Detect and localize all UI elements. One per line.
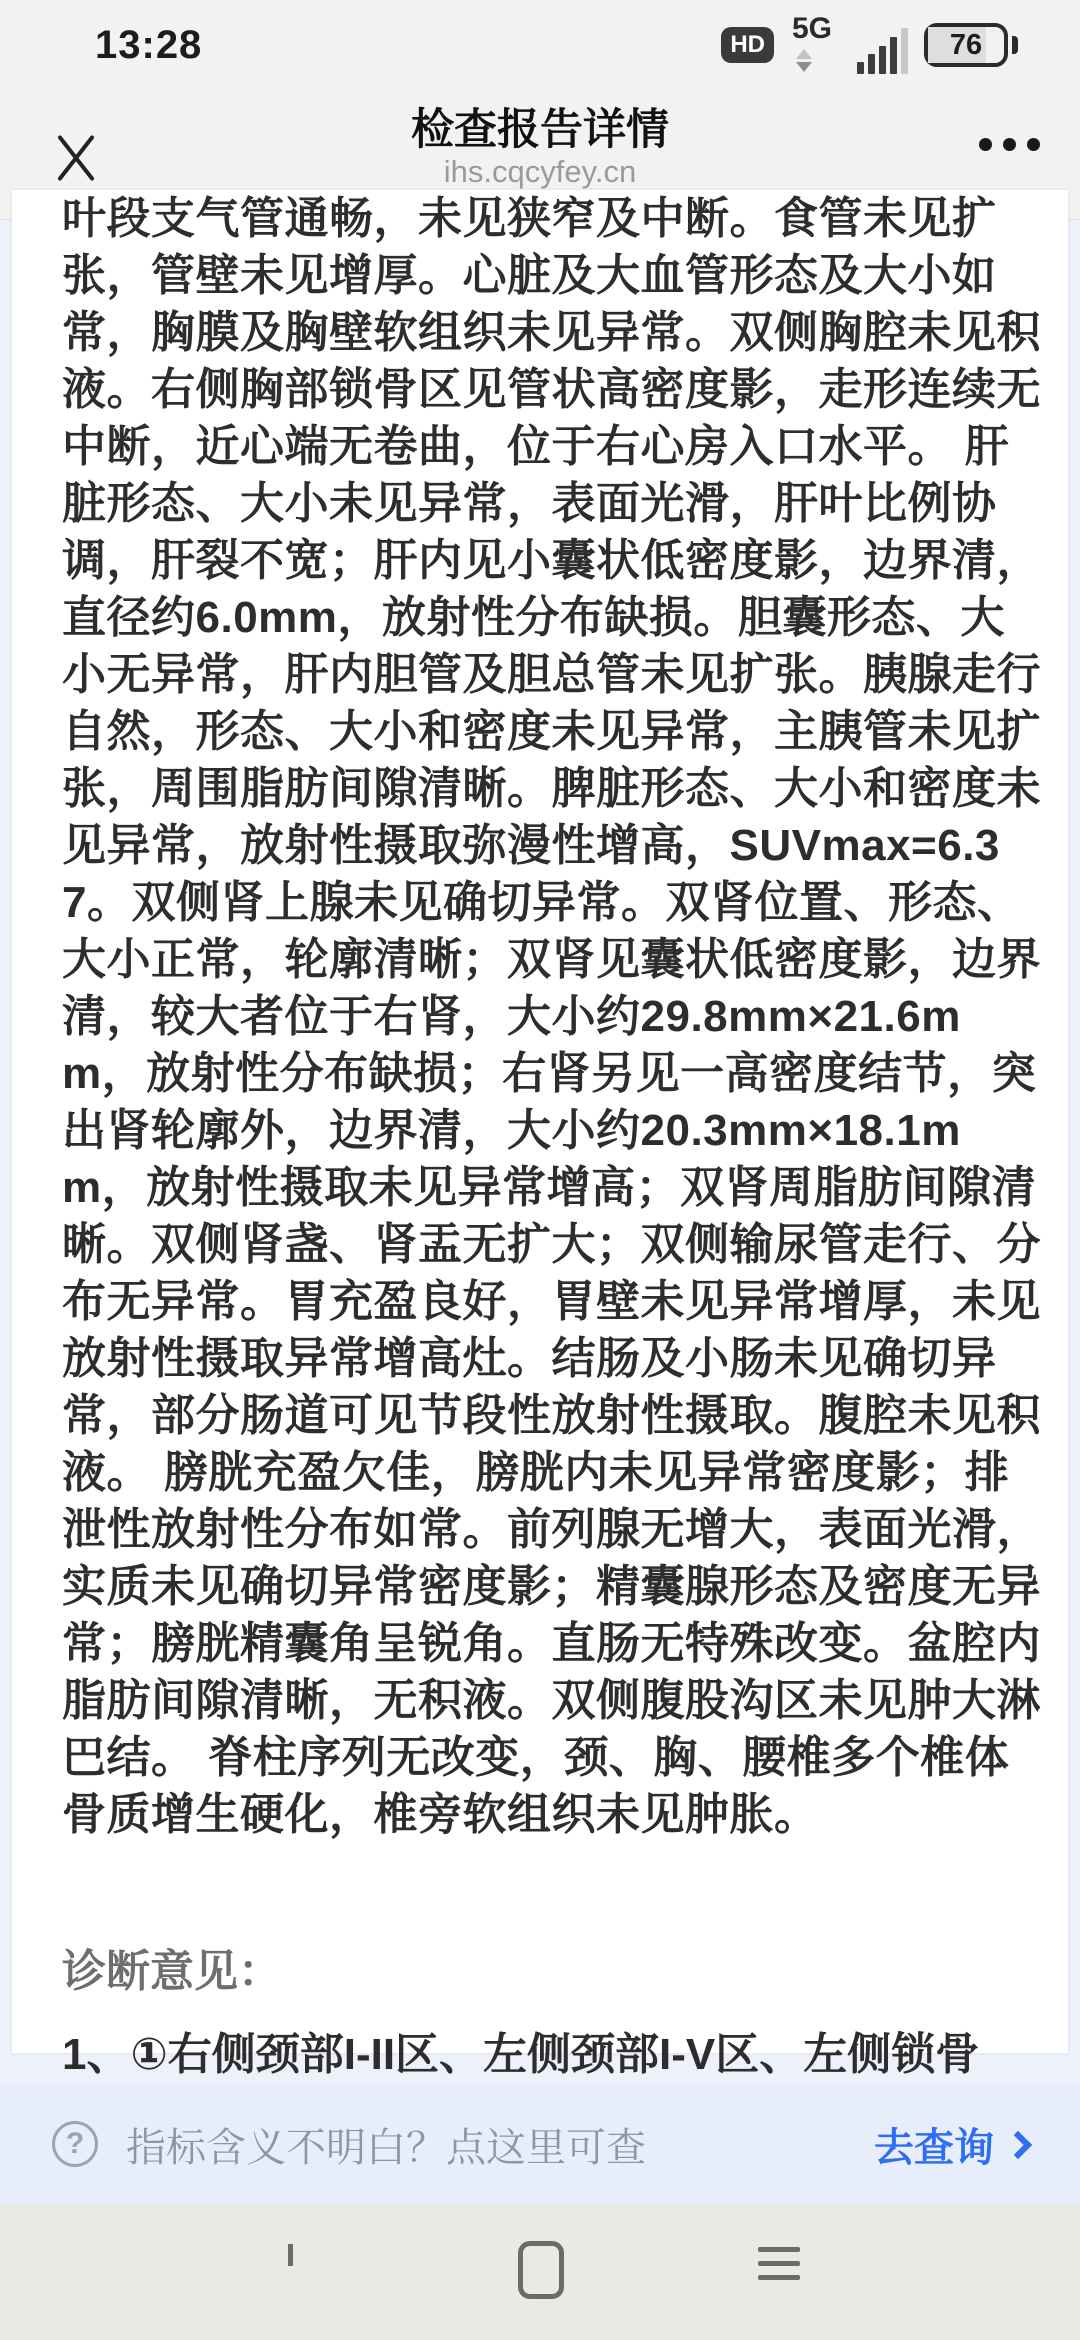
- report-line: 常，胸膜及胸壁软组织未见异常。双侧胸腔未见积: [62, 308, 1041, 357]
- diagnosis-heading: 诊断意见：: [62, 1947, 282, 1996]
- report-line: 实质未见确切异常密度影；精囊腺形态及密度无异: [62, 1562, 1041, 1611]
- report-line: 放射性摄取异常增高灶。结肠及小肠未见确切异: [62, 1334, 997, 1383]
- report-line: 骨质增生硬化，椎旁软组织未见肿胀。: [62, 1790, 819, 1839]
- go-query-label: 去查询: [874, 2125, 994, 2170]
- help-hint-text: 指标含义不明白？点这里可查: [126, 2125, 646, 2170]
- battery-percent: 76: [949, 28, 983, 61]
- report-line: 小无异常，肝内胆管及胆总管未见扩张。胰腺走行: [62, 650, 1041, 699]
- report-scroll-area[interactable]: [0, 194, 1080, 2083]
- diagnosis-line: 1、①右侧颈部I-II区、左侧颈部I-V区、左侧锁骨: [62, 2030, 980, 2079]
- report-line: 脏形态、大小未见异常，表面光滑，肝叶比例协: [62, 479, 997, 528]
- report-line: 巴结。 脊柱序列无改变，颈、胸、腰椎多个椎体: [62, 1733, 1010, 1782]
- report-line: 液。 膀胱充盈欠佳，膀胱内未见异常密度影；排: [62, 1448, 1010, 1497]
- report-line: 液。右侧胸部锁骨区见管状高密度影，走形连续无: [62, 365, 1041, 414]
- report-line: 布无异常。胃充盈良好，胃壁未见异常增厚，未见: [62, 1277, 1041, 1326]
- report-line: 自然，形态、大小和密度未见异常，主胰管未见扩: [62, 707, 1041, 756]
- report-line: 中断，近心端无卷曲，位于右心房入口水平。 肝: [62, 422, 1010, 471]
- page-title: 检查报告详情: [411, 106, 669, 154]
- go-query-button[interactable]: [874, 2116, 1028, 2173]
- nav-recents-icon[interactable]: [758, 2247, 800, 2280]
- data-arrows-icon: [796, 49, 812, 72]
- question-circle-icon: ?: [52, 2121, 98, 2167]
- report-line: 晰。双侧肾盏、肾盂无扩大；双侧输尿管走行、分: [62, 1220, 1041, 1269]
- nav-home-icon[interactable]: [518, 2241, 564, 2299]
- report-line: 调，肝裂不宽；肝内见小囊状低密度影，边界清，: [62, 536, 1041, 585]
- report-line: m，放射性分布缺损；右肾另见一高密度结节，突: [62, 1049, 1037, 1098]
- status-bar: [0, 0, 1080, 90]
- report-line: 叶段支气管通畅，未见狭窄及中断。食管未见扩: [62, 194, 997, 243]
- battery-nub: [1012, 36, 1018, 54]
- system-nav-bar: [0, 2205, 1080, 2340]
- report-line: 张，管壁未见增厚。心脏及大血管形态及大小如: [62, 251, 997, 300]
- report-line: 出肾轮廓外，边界清，大小约20.3mm×18.1m: [62, 1106, 961, 1155]
- battery-icon: [924, 23, 1008, 67]
- indicator-help-bar[interactable]: [0, 2083, 1080, 2205]
- more-menu-icon[interactable]: [979, 138, 1040, 151]
- report-line: m，放射性摄取未见异常增高；双肾周脂肪间隙清: [62, 1163, 1037, 1212]
- network-type-label: 5G: [792, 12, 833, 45]
- nav-back-icon[interactable]: [288, 2249, 322, 2283]
- clock: 13:28: [95, 22, 203, 67]
- report-line: 泄性放射性分布如常。前列腺无增大，表面光滑，: [62, 1505, 1041, 1554]
- report-line: 见异常，放射性摄取弥漫性增高，SUVmax=6.3: [62, 821, 1000, 870]
- report-line: 脂肪间隙清晰，无积液。双侧腹股沟区未见肿大淋: [62, 1676, 1041, 1725]
- report-card: [12, 190, 1068, 2079]
- signal-bars-icon: [857, 28, 908, 74]
- hd-icon: HD: [721, 27, 774, 63]
- network-signal-icon: [790, 14, 908, 76]
- page-url: ihs.cqcyfey.cn: [443, 154, 637, 189]
- report-findings-text: [62, 190, 1041, 1843]
- report-line: 张，周围脂肪间隙清晰。脾脏形态、大小和密度未: [62, 764, 1041, 813]
- report-line: 大小正常，轮廓清晰；双肾见囊状低密度影，边界: [62, 935, 1041, 984]
- report-line: 常；膀胱精囊角呈锐角。直肠无特殊改变。盆腔内: [62, 1619, 1041, 1668]
- report-line: 直径约6.0mm，放射性分布缺损。胆囊形态、大: [62, 593, 1005, 642]
- report-line: 常，部分肠道可见节段性放射性摄取。腹腔未见积: [62, 1391, 1041, 1440]
- report-line: 清，较大者位于右肾，大小约29.8mm×21.6m: [62, 992, 961, 1041]
- chevron-right-icon: [1004, 2131, 1032, 2159]
- report-line: 7。双侧肾上腺未见确切异常。双肾位置、形态、: [62, 878, 1022, 927]
- status-icons: [721, 14, 1018, 76]
